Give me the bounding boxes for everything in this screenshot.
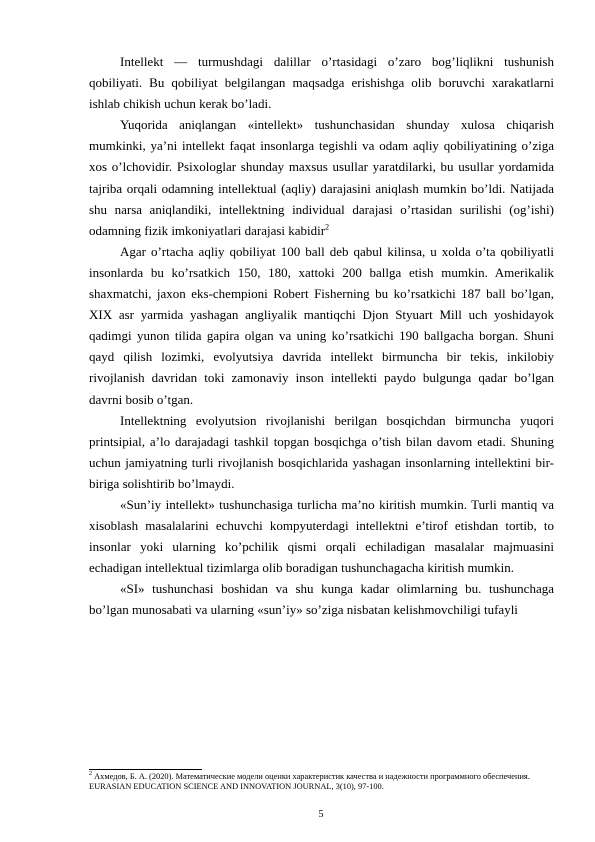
footnote — [89, 772, 554, 793]
paragraph-intellect-definition — [89, 51, 554, 114]
paragraph-iq-scores — [89, 241, 554, 410]
page-number: 5 — [318, 809, 324, 820]
paragraph-intellect-evolution — [89, 410, 554, 494]
paragraph-text: Agar o’rtacha aqliy qobiliyat 100 ball deb qabul kilinsa, u xolda o’ta qobiliyatli insonlarda bu ko’rsatkich 150, 180, xattoki 200 ballga etish mumkin. Amerikalik shaxmatchi, jaxon eks-chempioni Robert Fisherning bu ko’rsatkichi 187 ball bo’lgan, XIX asr yarmida yashagan angliyalik mantiqchi Djon Styuart Mill uch yoshidayok qadimgi yunon tilida gapira olgan va uning ko’rsatkichi 190 ballgacha borgan. Shuni qayd qilish lozimki, evolyutsiya davrida intellekt birmuncha bir tekis, inkilobiy rivojlanish davridan toki zamonaviy inson intellekti paydo bulgunga qadar bo’lgan davrni bosib o’tgan. — [89, 243, 554, 407]
paragraph-ai-concept — [89, 578, 554, 620]
paragraph-text: «SI» tushunchasi boshidan va shu kunga kadar olimlarning bu. tushunchaga bo’lgan munosabati va ularning «sun’iy» so’ziga nisbatan kelishmovchiligi tufayli — [89, 581, 554, 618]
paragraph-text: «Sun’iy intellekt» tushunchasiga turlicha ma’no kiritish mumkin. Turli mantiq va xisoblash masalalarini echuvchi kompyuterdagi intellektni e’tirof etishdan tortib, to insonlar yoki ularning ko’pchilik qismi orqali echiladigan masalalar majmuasini echadigan intellektual tizimlarga olib boradigan tushunchagacha kiritish mumkin. — [89, 496, 554, 576]
paragraph-text: Yuqorida aniqlangan «intellekt» tushunchasidan shunday xulosa chiqarish mumkinki, ya’ni intellekt faqat insonlarga tegishli va odam aqliy qobiliyatining o’ziga xos o’lchovidir. Psixologlar shunday maxsus usullar yaratdilarki, bu usullar yordamida tajriba orqali odamning intellektual (aqliy) darajasini aniqlash mumkin bo’ldi. Natijada shu narsa aniqlandiki, intellektning individual darajasi o’rtasidan surilishi (og’ishi) odamning fizik imkoniyatlari darajasi kabidir — [89, 117, 554, 238]
footnote-text: Ахмедов, Б. А. (2020). Математические модели оценки характеристик качества и надежности программного обеспечения. EURASIAN EDUCATION SCIENCE AND INNOVATION JOURNAL, 3(10), 97-100. — [89, 772, 530, 792]
footnote-reference[interactable]: 2 — [325, 222, 330, 232]
paragraph-text: Intellektning evolyutsion rivojlanishi berilgan bosqichdan birmuncha yuqori printsipial, a’lo darajadagi tashkil topgan bosqichga o’tish bilan davom etadi. Shuning uchun jamiyatning turli rivojlanish bosqichlarida yashagan insonlarning intellektini bir-biriga solishtirib bo’lmaydi. — [89, 412, 554, 491]
paragraph-artificial-intelligence — [89, 494, 554, 578]
body-text — [89, 51, 554, 621]
paragraph-text: Intellekt — turmushdagi dalillar o’rtasidagi o’zaro bog’liqlikni tushunish qobiliyati. Bu qobiliyat belgilangan maqsadga erishishga olib boruvchi xarakatlarni ishlab chikish uchun kerak bo’ladi. — [89, 54, 554, 112]
footnote-number: 2 — [89, 771, 92, 778]
footnote-divider — [89, 769, 202, 770]
paragraph-intellect-conclusion — [89, 114, 554, 241]
